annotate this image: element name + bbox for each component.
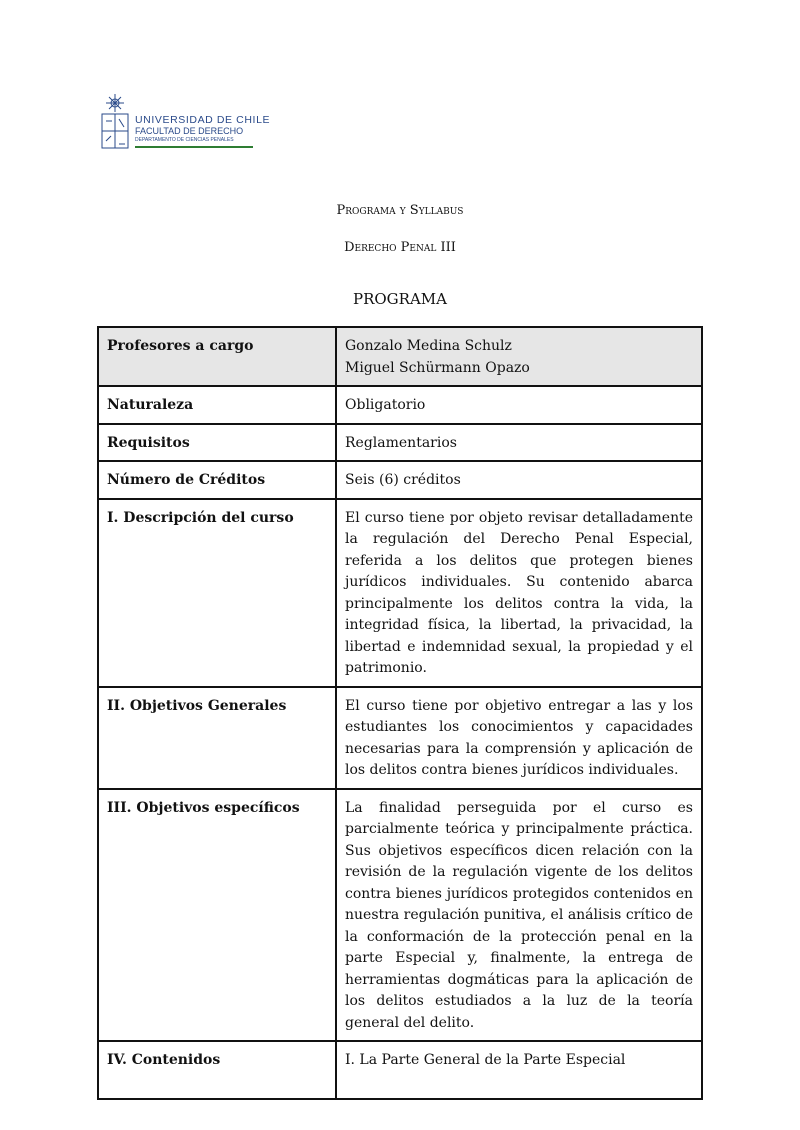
- table-row: [98, 386, 702, 424]
- table-row: [98, 461, 702, 499]
- table-row: [98, 687, 702, 789]
- row-label: III. Objetivos específicos: [98, 789, 336, 1042]
- row-label: Naturaleza: [98, 386, 336, 424]
- row-value: Obligatorio: [336, 386, 702, 424]
- row-value: Reglamentarios: [336, 424, 702, 462]
- table-row: [98, 327, 702, 386]
- document-title: Programa y Syllabus: [336, 203, 464, 218]
- row-value: La finalidad perseguida por el curso es parcialmente teórica y principalmente práctica. Sus objetivos específicos dicen relación con la revisión de la regulación vigente de los delitos contra bienes jurídicos protegidos contenidos en nuestra regulación punitiva, el análisis crítico de la conformación de la protección penal en la parte Especial y, finalmente, la entrega de herramientas dogmáticas para la aplicación de los delitos estudiados a la luz de la teoría general del delito.: [336, 789, 702, 1042]
- section-title: PROGRAMA: [353, 290, 447, 308]
- row-value: Seis (6) créditos: [336, 461, 702, 499]
- row-value: El curso tiene por objeto revisar detalladamente la regulación del Derecho Penal Especial, referida a los delitos que protegen bienes jurídicos individuales. Su contenido abarca principalmente los delitos contra la vida, la integridad física, la libertad, la privacidad, la libertad e indemnidad sexual, la propiedad y el patrimonio.: [336, 499, 702, 687]
- university-crest-icon: [100, 94, 130, 152]
- row-value: Gonzalo Medina Schulz Miguel Schürmann Opazo: [336, 327, 702, 386]
- university-logo: [100, 94, 271, 156]
- logo-university-name: UNIVERSIDAD DE CHILE: [135, 114, 271, 126]
- row-value: I. La Parte General de la Parte Especial: [336, 1041, 702, 1099]
- logo-department-name: DEPARTAMENTO DE CIENCIAS PENALES: [135, 137, 234, 143]
- table-row: [98, 789, 702, 1042]
- table-row: [98, 424, 702, 462]
- table-row: [98, 1041, 702, 1099]
- row-label: Requisitos: [98, 424, 336, 462]
- row-label: Profesores a cargo: [98, 327, 336, 386]
- logo-green-rule: [135, 146, 253, 148]
- table-row: [98, 499, 702, 687]
- row-label: II. Objetivos Generales: [98, 687, 336, 789]
- row-label: I. Descripción del curso: [98, 499, 336, 687]
- program-table: [97, 326, 703, 1100]
- course-title: Derecho Penal III: [344, 240, 456, 255]
- logo-faculty-name: FACULTAD DE DERECHO: [135, 126, 244, 136]
- row-value: El curso tiene por objetivo entregar a las y los estudiantes los conocimientos y capacidades necesarias para la comprensión y aplicación de los delitos contra bienes jurídicos individuales.: [336, 687, 702, 789]
- row-label: Número de Créditos: [98, 461, 336, 499]
- row-label: IV. Contenidos: [98, 1041, 336, 1099]
